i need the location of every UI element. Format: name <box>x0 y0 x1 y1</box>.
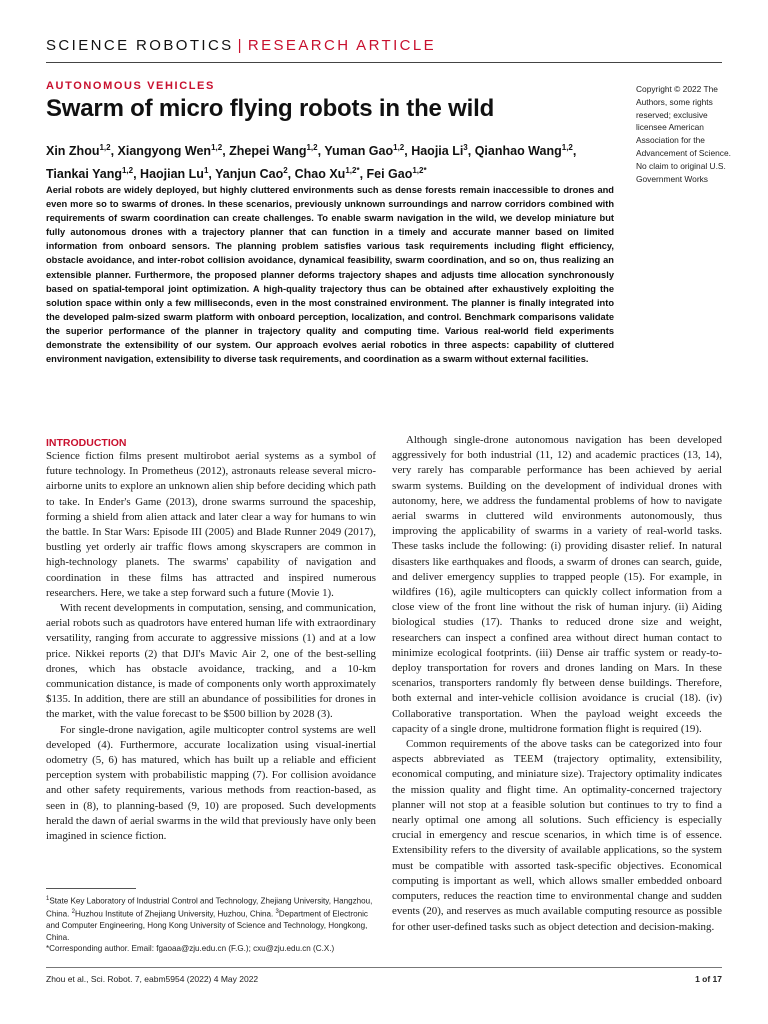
section-heading-introduction: INTRODUCTION <box>46 437 127 449</box>
copyright-notice: Copyright © 2022 The Authors, some rights reserved; exclusive licensee American Association for the Advancement of Science. No claim to original U.S. Government Works <box>636 84 731 184</box>
body-paragraph: Common requirements of the above tasks can be categorized into four aspects abbreviated as TEEM (trajectory optimality, extensibility, economical computing, and miniature size). Trajectory optimality indicates the mission quality and flight time. An optimality-concerned trajectory planner will not stop at a feasible solution but continues to try to find a nearly optimal one among all solutions. Such efficiency is especially crucial in emergency and rescue scenarios, in which time is of essence. Extensibility refers to the diversity of available applications, so the system must be compatible with assorted task-specific objectives. Economical computing is important as well, which allows smaller embedded onboard computers, reduces the reaction time to environmental change and sudden events (20), and reserves as much available computing resource as possible for other user-defined tasks such as object detection and decision-making. <box>392 738 722 933</box>
author-line-2: Tiankai Yang$^{1,2}$, Haojian Lu$^1$, Yanjun Cao$^2$, Chao $Xu^{1,2*}$, Fei Gao$^{1,2*}$ <box>46 166 427 182</box>
author-affiliation: 3 <box>463 143 468 152</box>
author-name: Xiangyong Wen <box>117 144 212 159</box>
author-list <box>46 138 606 184</box>
author-name: Tiankai Yang <box>46 167 122 182</box>
author-affiliation: 1,2 <box>561 143 573 152</box>
author-name: Haojian Lu <box>140 167 204 182</box>
footnotes <box>46 894 376 954</box>
journal-header <box>46 37 436 54</box>
affiliation-number: 2 <box>71 909 75 916</box>
footer-divider <box>46 967 722 968</box>
author-affiliation: 2 <box>283 166 288 176</box>
author-name: Haojia Li <box>411 144 464 159</box>
affiliation-text: Huzhou Institute of Zhejiang University, Huzhou, China. <box>75 909 274 919</box>
corresponding-author: *Corresponding author. Email: fgaoaa@zju.edu.cn (F.G.); cxu@zju.edu.cn (C.X.) <box>46 944 335 953</box>
article-type: RESEARCH ARTICLE <box>247 37 437 54</box>
affiliation-number: 1 <box>46 896 50 902</box>
author-affiliation: 1 <box>203 166 209 176</box>
header-separator: | <box>237 37 244 54</box>
author-affiliation: 1,2 <box>121 166 134 176</box>
author-name: Zhepei Wang <box>229 144 307 159</box>
body-paragraph: With recent developments in computation, sensing, and communication, aerial robots such as quadrotors have entered human life with extraordinary versatility, ranging from accurate to aggressive missions (1) and at a low price. Nikkei reports (2) that DJI's Mavic Air 2, one of the best-selling drones, which has obstacle avoidance, tracking, and a 10-km communication distance, is made of components only worth approximately $135. In addition, there are still an abundance of possibilities for drones in the market, with the value forecast to be $500 billion by 2028 (3). <box>46 602 376 721</box>
affiliation-text: State Key Laboratory of Industrial Control and Technology, Zhejiang University, Hangzhou, China. <box>46 896 373 919</box>
author-line-1: Xin Zhou$^{1,2}$, Xiangyong Wen$^{1,2}$, Zhepei Wang$^{1,2}$, Yuman Gao$^{1,2}$, Haojia Li$^3$, Qianhao Wang$^{1,2}$, <box>46 143 577 159</box>
author-name: Xin Zhou <box>46 144 100 159</box>
author-affiliation: 1,2 <box>306 143 318 152</box>
section-label: AUTONOMOUS VEHICLES <box>46 80 215 92</box>
author-affiliation: 1,2* <box>345 166 360 176</box>
affiliations <box>46 894 376 943</box>
author-name: Yuman Gao <box>324 144 394 159</box>
author-name: Qianhao Wang <box>474 144 562 159</box>
abstract: Aerial robots are widely deployed, but highly cluttered environments such as dense forests remain inaccessible to drones and even more so to swarms of drones. In these scenarios, previously unknown surroundings and narrow corridors combined with requirements of swarm coordination can create challenges. To enable swarm navigation in the wild, we develop miniature but fully autonomous drones with a trajectory planner that can function in a timely and accurate manner based on limited information from onboard sensors. The planning problem satisfies various task requirements including flight efficiency, obstacle avoidance, and inter-robot collision avoidance, dynamical feasibility, swarm coordination, and so on, thus realizing an extensible planner. Furthermore, the proposed planner deforms trajectory shapes and adjusts time allocation synchronously based on spatial-temporal joint optimization. A high-quality trajectory thus can be obtained after exhaustively exploiting the solution space within only a few milliseconds, even in the most constrained environment. The planner is finally integrated into the developed palm-sized swarm platform with onboard perception, localization, and control. Benchmark comparisons validate the superior performance of the planner in trajectory quality and computing time. Various real-world field experiments demonstrate the extensibility of our system. Our approach evolves aerial robotics in three aspects: capability of cluttered environment navigation, extensibility to diverse task requirements, and coordination as a swarm without external facilities. <box>46 185 614 365</box>
author-name: Fei Gao <box>366 167 413 182</box>
author-name: Chao Xu <box>294 167 346 182</box>
body-paragraph: Science fiction films present multirobot aerial systems as a symbol of future technology. In Prometheus (2012), astronauts release several micro-airborne units to explore an unknown alien ship before deciding which path to take. In Ender's Game (2013), drone swarms surround the spaceship, forming a shield from alien attack and later clear a way for humans to win the battle. In Star Wars: Episode III (2005) and Blade Runner 2049 (2017), bustling yet orderly air traffic flows among skyscrapers are common in high-technology planets. The swarms' capability of navigation and coordination in these films has attracted and inspired numerous researchers. Here, we take a step forward such a future (Movie 1). <box>46 450 376 599</box>
body-column-right <box>392 433 722 935</box>
article-title: Swarm of micro flying robots in the wild <box>46 95 495 122</box>
page-number: 1 of 17 <box>695 974 722 984</box>
body-paragraph: For single-drone navigation, agile multicopter control systems are well developed (4). Furthermore, accurate localization using visual-inertial odometry (5, 6) has matured, which has built up a reliable and efficient perception system with probabilistic mapping (7). For collision avoidance and other safety requirements, various methods from reaction-based, as seen in (8), to planning-based (9, 10) are proposed. Such developments herald the dawn of aerial swarms in the wild that previously have only been imagined in science fiction. <box>46 723 376 843</box>
body-paragraph: Although single-drone autonomous navigation has been developed aggressively for both industrial (11, 12) and academic practices (13, 14), very rarely has comparable performance has been achieved by aerial swarm systems. Building on the development of individual drones with autonomy, here, we address the fundamental problems of how to navigate aerial swarms in cluttered wild environments autonomously, thus improving the applicability of swarms in a variety of real-world tasks. These tasks include the following: (i) providing disaster relief. In natural disasters like earthquakes and floods, a swarm of drones can search, guide, and deliver emergency supplies to trapped people (15). For example, in wildfires (16), agile multicopters can quickly collect information from a close view of the front line without the risk of human injury. (ii) Aiding biological studies (17). Thanks to reduced drone size and weight, researchers can inspect a confined area without direct human contact to minimize ecological footprints. (iii) Dense air traffic system or ready-to-deploy transportation for rovers and drones landing on Mars. In these scenarios, transporters randomly fly between dense buildings. Therefore, both external and inter-vehicle collision avoidance is crucial (18). (iv) Collaborative transportation. When the payload weight exceeds the capacity of a single drone, multidrone formation flight is required (19). <box>392 434 722 735</box>
author-affiliation: 1,2 <box>99 143 111 152</box>
footer-citation: Zhou et al., Sci. Robot. 7, eabm5954 (2022) 4 May 2022 <box>46 974 259 984</box>
affiliation-number: 3 <box>275 909 279 916</box>
header-divider <box>46 62 722 63</box>
affiliation-text: Department of Electronic and Computer Engineering, Hong Kong University of Science and Technology, Hongkong, China. <box>46 909 368 942</box>
author-affiliation: 1,2* <box>412 166 427 176</box>
author-name: Yanjun Cao <box>215 167 284 182</box>
body-column-left <box>46 433 376 844</box>
author-affiliation: 1,2 <box>211 143 223 152</box>
footnote-divider <box>46 888 136 889</box>
author-affiliation: 1,2 <box>393 143 405 152</box>
journal-name: SCIENCE ROBOTICS <box>46 37 234 54</box>
